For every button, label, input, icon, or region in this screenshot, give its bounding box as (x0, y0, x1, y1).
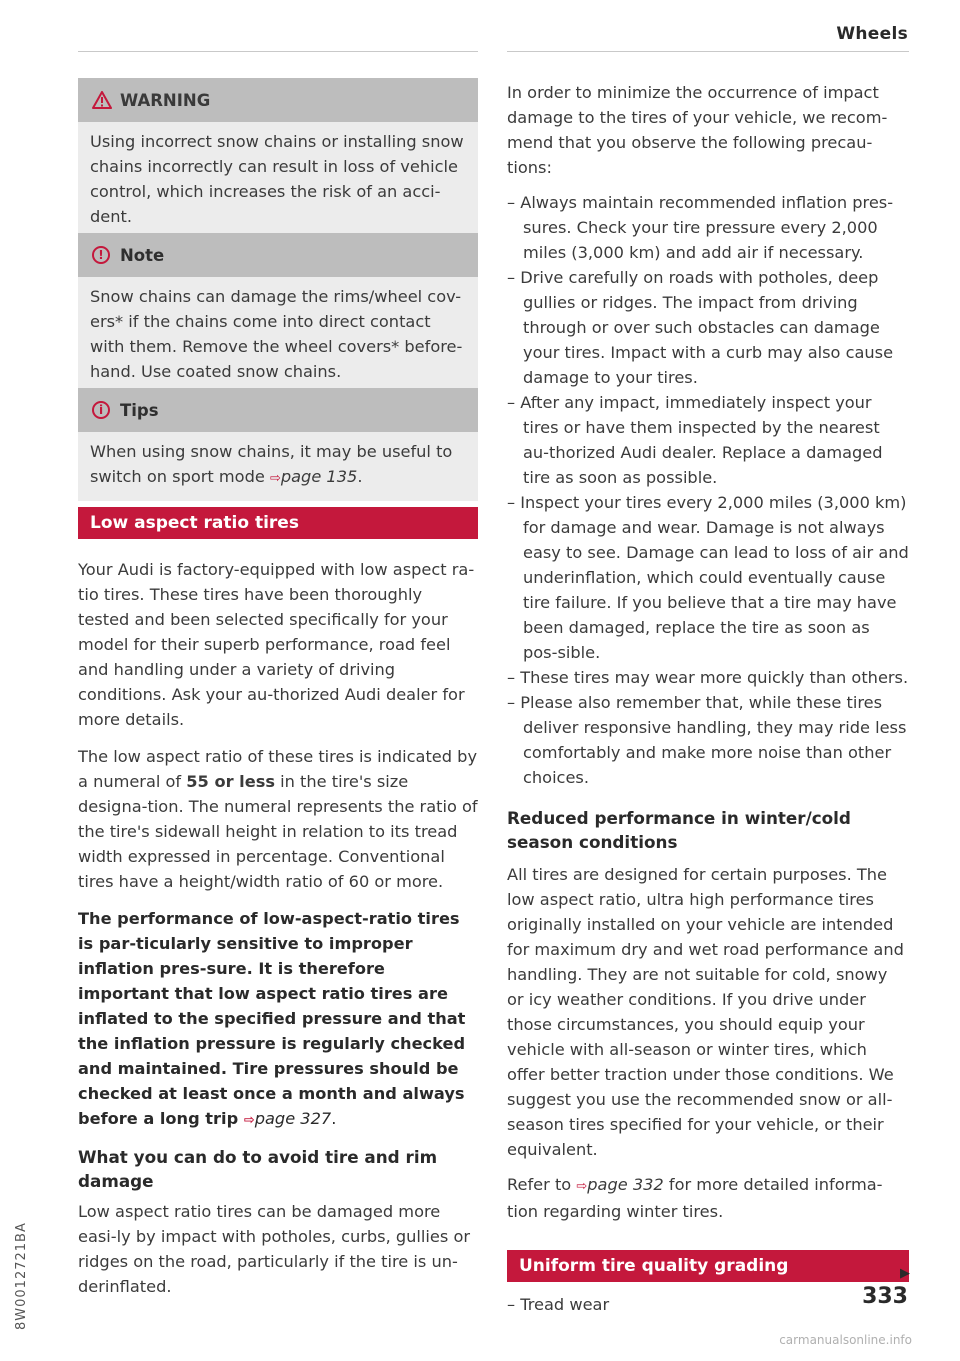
grading-list (507, 1292, 909, 1317)
warning-triangle-icon (92, 91, 112, 109)
list-item: – After any impact, immediately inspect your tires or have them inspected by the nearest au-thorized Audi dealer. Replace a damaged tire as soon as possible. (507, 393, 883, 487)
refer-text-a: Refer to (507, 1175, 577, 1194)
tips-title: Tips (120, 400, 159, 420)
chapter-title: Wheels (836, 24, 908, 44)
bold-para-text: The performance of low-aspect-ratio tires is par-ticularly sensitive to improper inflation pres-sure. It is therefore important that low aspect ratio tires are inflated to the specified pressure and that the inflation pressure is regularly checked and maintained. Tire pressures should be checked at least once a month and always before a long trip (78, 909, 466, 1128)
section-low-aspect (78, 507, 478, 1299)
warning-box (78, 78, 478, 239)
note-header (78, 233, 478, 277)
precautions-list (507, 190, 909, 790)
low-aspect-para3: Low aspect ratio tires can be damaged more easi-ly by impact with potholes, curbs, gullies or ridges on the road, particularly if the tire is un-derinflated. (78, 1202, 471, 1296)
uniform-grading-title-bar: Uniform tire quality grading (507, 1250, 909, 1282)
para2-text-b: in the tire's size designa-tion. The numeral represents the ratio of the tire's sidewall height in relation to its tread width expressed in percentage. Conventional tires have a height/width ratio of 60 or more. (78, 772, 478, 891)
low-aspect-para1: Your Audi is factory-equipped with low aspect ra-tio tires. These tires have been thoroughly tested and been selected specifically for your model for their superb performance, road feel and handling under a variety of driving conditions. Ask your au-thorized Audi dealer for more details. (78, 560, 475, 729)
list-item: – Tread wear (507, 1295, 610, 1314)
list-item: – Please also remember that, while these tires deliver responsive handling, they may ride less comfortably and make more noise than other choices. (507, 693, 907, 787)
avoid-damage-subhead: What you can do to avoid tire and rim damage (78, 1147, 438, 1191)
para2-bold: 55 or less (186, 772, 275, 791)
warning-body (78, 122, 478, 239)
refer-text-b: for more detailed informa-tion regarding winter tires. (507, 1175, 883, 1221)
low-aspect-para2 (78, 744, 478, 894)
tips-page-link[interactable]: page 135 (280, 467, 358, 486)
list-item: – Always maintain recommended inflation pres-sures. Check your tire pressure every 2,000 miles (3,000 km) and add air if necessary. (507, 193, 894, 262)
continue-arrow-icon: ▶ (900, 1266, 910, 1281)
warning-header (78, 78, 478, 122)
document-code (14, 1160, 34, 1330)
list-item: – Inspect your tires every 2,000 miles (3,000 km) for damage and wear. Damage is not always easy to see. Damage can lead to loss of air and underinflation, which could eventually cause tire failure. If you believe that a tire may have been damaged, replace the tire as soon as pos-sible. (507, 493, 909, 662)
note-title: Note (120, 245, 165, 265)
tips-header (78, 388, 478, 432)
watermark: carmanualsonline.info (779, 1333, 912, 1347)
left-top-rule (78, 51, 478, 52)
right-content (507, 80, 909, 1317)
winter-subhead: Reduced performance in winter/cold season conditions (507, 808, 851, 852)
note-box (78, 233, 478, 394)
low-aspect-bold-para (78, 906, 478, 1133)
info-icon: i (92, 401, 110, 419)
page-number: 333 (862, 1284, 908, 1309)
link-arrow-icon: ⇨ (243, 1113, 255, 1128)
page-332-link[interactable]: page 332 (587, 1175, 664, 1194)
link-arrow-icon: ⇨ (269, 471, 281, 486)
note-exclamation-icon: ! (92, 246, 110, 264)
warning-title: WARNING (120, 90, 211, 110)
para2-text-a: The low aspect ratio of these tires is indicated by a numeral of (78, 747, 478, 791)
document-code-text: 8W0012721BA (14, 1222, 29, 1330)
note-text: Snow chains can damage the rims/wheel cov-ers* if the chains come into direct contact with them. Remove the wheel covers* before-hand. Use coated snow chains. (90, 287, 463, 381)
link-arrow-icon: ⇨ (576, 1179, 588, 1194)
tips-text-main: When using snow chains, it may be useful to switch on sport mode (90, 442, 453, 486)
winter-para: All tires are designed for certain purposes. The low aspect ratio, ultra high performance tires originally installed on your vehicle are intended for maximum dry and wet road performance and handling. They are not suitable for cold, snowy or icy weather conditions. If you drive under those circumstances, you should equip your vehicle with all-season or winter tires, which offer better traction under those conditions. We suggest you use the recommended snow or all-season tires specified for your vehicle, or their equivalent. (507, 865, 904, 1159)
section-title-bar: Low aspect ratio tires (78, 507, 478, 539)
tips-text-end: . (357, 467, 363, 486)
note-body (78, 277, 478, 394)
refer-para (507, 1172, 909, 1224)
list-item: – Drive carefully on roads with potholes, deep gullies or ridges. The impact from driving through or over such obstacles can damage your tires. Impact with a curb may also cause damage to your tires. (507, 268, 894, 387)
tips-box (78, 388, 478, 501)
precautions-intro: In order to minimize the occurrence of impact damage to the tires of your vehicle, we recom-mend that you observe the following precau-tions: (507, 83, 888, 177)
bold-para-end: . (331, 1109, 337, 1128)
list-item: – These tires may wear more quickly than others. (507, 668, 909, 687)
tips-body (78, 432, 478, 501)
page-327-link[interactable]: page 327 (254, 1109, 332, 1128)
tips-text (90, 439, 466, 491)
right-top-rule (507, 51, 909, 52)
warning-text: Using incorrect snow chains or installing snow chains incorrectly can result in loss of vehicle control, which increases the risk of an acci-dent. (90, 132, 464, 226)
